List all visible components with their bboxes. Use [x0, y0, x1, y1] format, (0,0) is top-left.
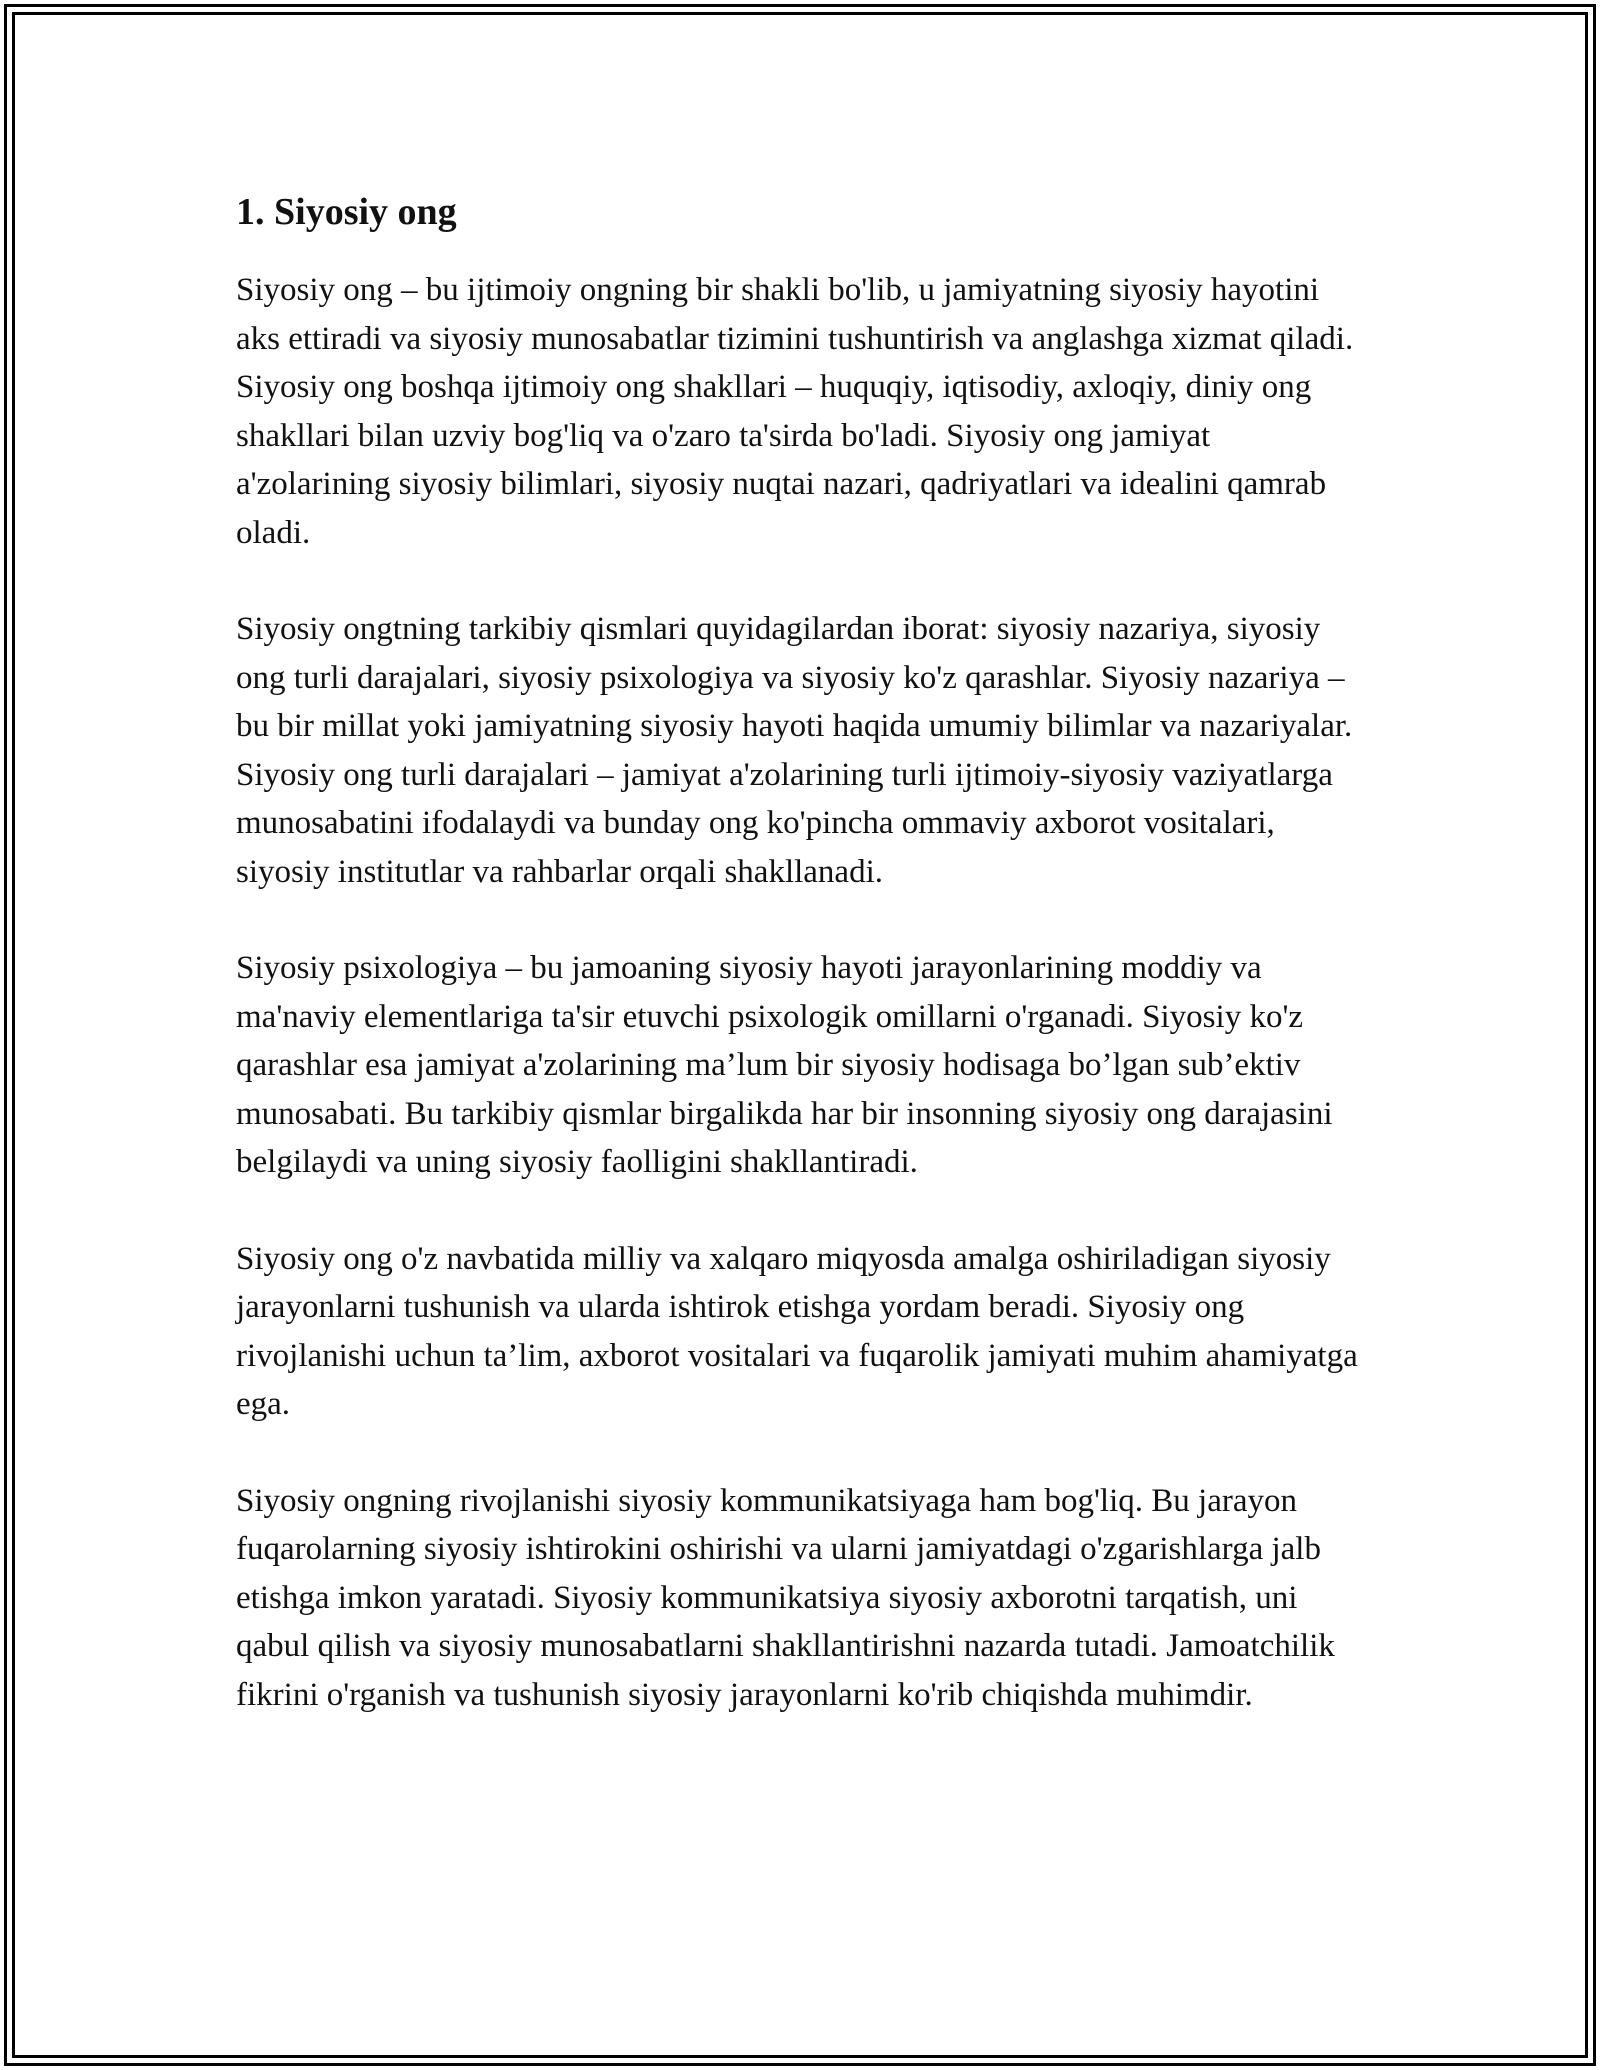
- paragraph-3: Siyosiy psixologiya – bu jamoaning siyosiy hayoti jarayonlarining moddiy va ma'naviy elementlariga ta'sir etuvchi psixologik omillarni o'rganadi. Siyosiy ko'z qarashlar esa jamiyat a'zolarining ma’lum bir siyosiy hodisaga bo’lgan sub’ektiv munosabati. Bu tarkibiy qismlar birgalikda har bir insonning siyosiy ong darajasini belgilaydi va uning siyosiy faolligini shakllantiradi.: [236, 950, 1333, 1180]
- section-heading: 1. Siyosiy ong: [236, 191, 457, 233]
- paragraph-5: Siyosiy ongning rivojlanishi siyosiy kommunikatsiyaga ham bog'liq. Bu jarayon fuqarolarning siyosiy ishtirokini oshirishi va ularni jamiyatdagi o'zgarishlarga jalb etishga imkon yaratadi. Siyosiy kommunikatsiya siyosiy axborotni tarqatish, uni qabul qilish va siyosiy munosabatlarni shakllantirishni nazarda tutadi. Jamoatchilik fikrini o'rganish va tushunish siyosiy jarayonlarni ko'rib chiqishda muhimdir.: [236, 1482, 1335, 1713]
- paragraph-2: Siyosiy ongtning tarkibiy qismlari quyidagilardan iborat: siyosiy nazariya, siyosiy ong turli darajalari, siyosiy psixologiya va siyosiy ko'z qarashlar. Siyosiy nazariya – bu bir millat yoki jamiyatning siyosiy hayoti haqida umumiy bilimlar va nazariyalar. Siyosiy ong turli darajalari – jamiyat a'zolarining turli ijtimoiy-siyosiy vaziyatlarga munosabatini ifodalaydi va bunday ong ko'pincha ommaviy axborot vositalari, siyosiy institutlar va rahbarlar orqali shakllanadi.: [236, 611, 1353, 890]
- document-body: [236, 186, 1366, 1767]
- paragraph-4: Siyosiy ong o'z navbatida milliy va xalqaro miqyosda amalga oshiriladigan siyosiy jarayonlarni tushunish va ularda ishtirok etishga yordam beradi. Siyosiy ong rivojlanishi uchun ta’lim, axborot vositalari va fuqarolik jamiyati muhim ahamiyatga ega.: [236, 1240, 1358, 1422]
- paragraph-1: Siyosiy ong – bu ijtimoiy ongning bir shakli bo'lib, u jamiyatning siyosiy hayotini aks ettiradi va siyosiy munosabatlar tizimini tushuntirish va anglashga xizmat qiladi. Siyosiy ong boshqa ijtimoiy ong shakllari – huquqiy, iqtisodiy, axloqiy, diniy ong shakllari bilan uzviy bog'liq va o'zaro ta'sirda bo'ladi. Siyosiy ong jamiyat a'zolarining siyosiy bilimlari, siyosiy nuqtai nazari, qadriyatlari va idealini qamrab oladi.: [236, 272, 1354, 551]
